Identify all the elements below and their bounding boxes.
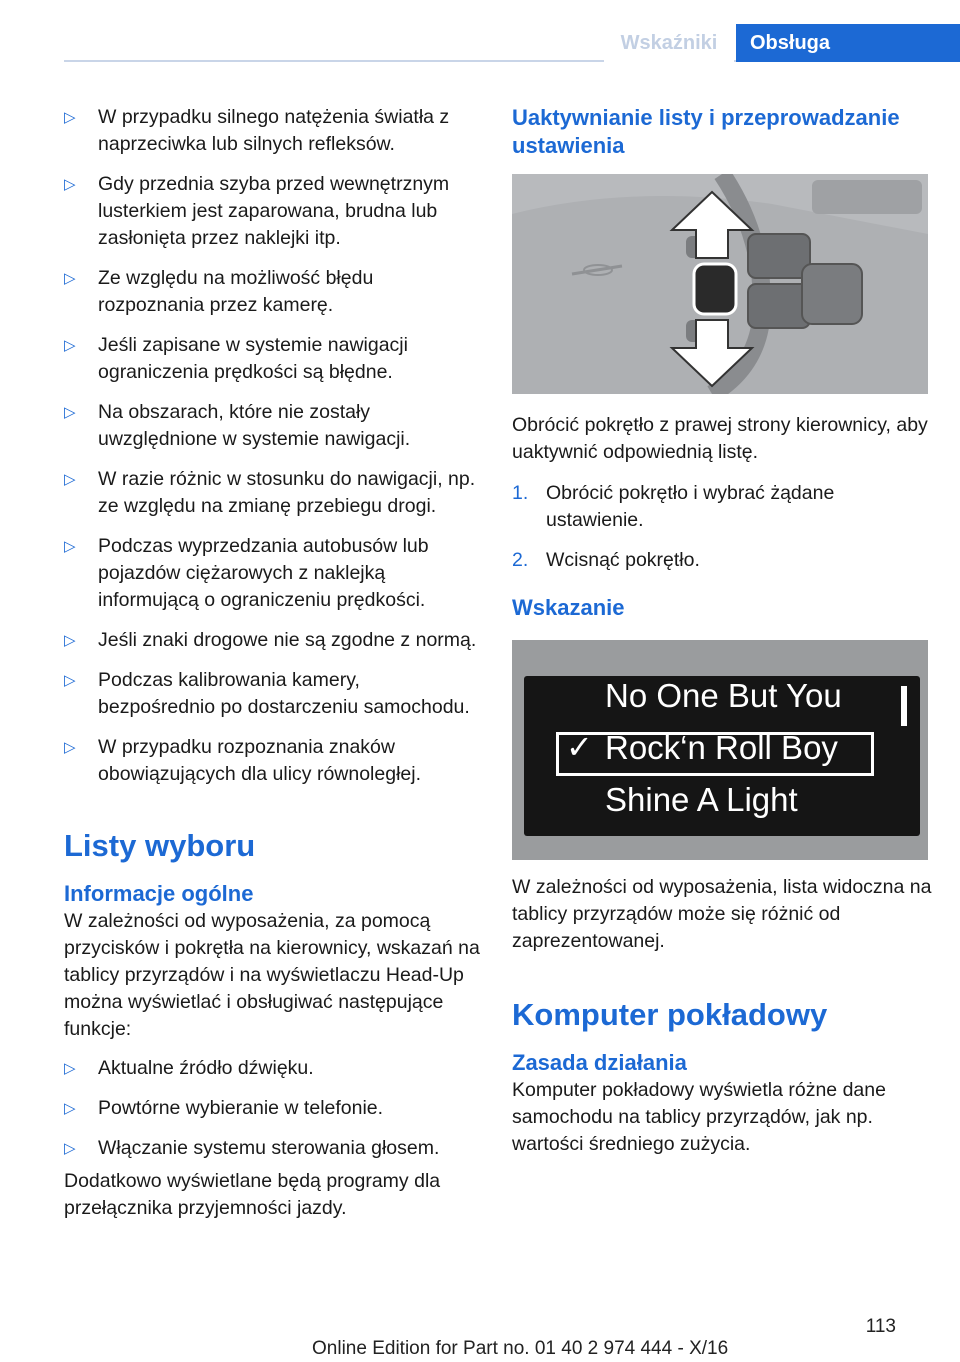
- intro-paragraph: W zależności od wyposażenia, za pomocą przycisków i pokrętła na kierownicy, wskazań na tablicy przyrządów i na wyświetlaczu Head-Up można wyświetlać i obsługiwać następujące funkcje:: [64, 910, 480, 1040]
- list-item: ▷ Na obszarach, które nie zostały uwzględnione w systemie nawigacji.: [64, 401, 411, 450]
- conditions-list: [64, 104, 482, 788]
- triangle-bullet-icon: ▷: [64, 404, 76, 421]
- subsection-title-informacje: Informacje ogólne: [64, 881, 254, 906]
- edition-info: Online Edition for Part no. 01 40 2 974 444 - X/16: [312, 1338, 729, 1359]
- subsection-title-zasada: Zasada działania: [512, 1050, 687, 1075]
- list-item: ▷ Gdy przednia szyba przed wewnętrznym lusterkiem jest zaparowana, brudna lub zasłonięta przez naklejki itp.: [64, 173, 450, 249]
- display-item-2: Rock‘n Roll Boy: [605, 729, 838, 766]
- page-number: 113: [865, 1316, 896, 1337]
- triangle-bullet-icon: ▷: [64, 270, 76, 287]
- list-item: ▷ Podczas kalibrowania kamery, bezpośrednio po dostarczeniu samochodu.: [64, 669, 470, 718]
- instrument-display-image: [512, 640, 928, 860]
- display-screen: [524, 676, 920, 836]
- display-item-1: No One But You: [605, 677, 842, 714]
- triangle-bullet-icon: ▷: [64, 337, 76, 354]
- triangle-bullet-icon: ▷: [64, 1140, 76, 1157]
- triangle-bullet-icon: ▷: [64, 1060, 76, 1077]
- triangle-bullet-icon: ▷: [64, 109, 76, 126]
- section-title-listy-wyboru: Listy wyboru: [64, 828, 256, 863]
- tab-obsluga[interactable]: Obsługa: [736, 24, 960, 62]
- display-scrollbar: [901, 686, 907, 726]
- list-item: ▷ Podczas wyprzedzania autobusów lub pojazdów ciężarowych z naklejką informującą o ograniczeniu prędkości.: [64, 535, 429, 611]
- triangle-bullet-icon: ▷: [64, 1100, 76, 1117]
- triangle-bullet-icon: ▷: [64, 672, 76, 689]
- list-item: ▷ Jeśli znaki drogowe nie są zgodne z normą.: [64, 627, 482, 654]
- computer-paragraph: Komputer pokładowy wyświetla różne dane samochodu na tablicy przyrządów, jak np. wartości średniego zużycia.: [512, 1079, 886, 1155]
- tab-wskazniki[interactable]: Wskaźniki: [604, 24, 734, 62]
- list-item: ▷ Jeśli zapisane w systemie nawigacji ograniczenia prędkości są błędne.: [64, 334, 408, 383]
- left-column: [64, 104, 482, 1222]
- triangle-bullet-icon: ▷: [64, 632, 76, 649]
- step-number: 1.: [512, 482, 529, 504]
- list-item: 2. Wcisnąć pokrętło.: [512, 547, 932, 574]
- display-note: W zależności od wyposażenia, lista widoczna na tablicy przyrządów może się różnić od zaprezentowanej.: [512, 876, 932, 952]
- subsection-title-uaktywnianie: Uaktywnianie listy i przeprowadzanie ustawienia: [512, 105, 900, 158]
- triangle-bullet-icon: ▷: [64, 176, 76, 193]
- list-item: ▷ Aktualne źródło dźwięku.: [64, 1055, 482, 1082]
- triangle-bullet-icon: ▷: [64, 471, 76, 488]
- activate-paragraph: Obrócić pokrętło z prawej strony kierownicy, aby uaktywnić odpowiednią listę.: [512, 414, 928, 463]
- list-item: ▷ W przypadku rozpoznania znaków obowiązujących dla ulicy równoległej.: [64, 736, 422, 785]
- checkmark-icon: ✓: [566, 729, 593, 765]
- list-item: 1. Obrócić pokrętło i wybrać żądane ustawienie.: [512, 482, 835, 531]
- subsection-title-wskazanie: Wskazanie: [512, 595, 625, 620]
- right-column: [512, 104, 932, 1158]
- steering-wheel-illustration: [512, 174, 928, 394]
- triangle-bullet-icon: ▷: [64, 538, 76, 555]
- list-item: ▷ Włączanie systemu sterowania głosem.: [64, 1135, 482, 1162]
- functions-list: [64, 1055, 482, 1162]
- list-item: ▷ W przypadku silnego natężenia światła z naprzeciwka lub silnych refleksów.: [64, 106, 450, 155]
- display-item-3: Shine A Light: [605, 781, 798, 818]
- list-item: ▷ Powtórne wybieranie w telefonie.: [64, 1095, 482, 1122]
- steps-list: [512, 480, 932, 574]
- step-number: 2.: [512, 549, 529, 571]
- list-item: ▷ Ze względu na możliwość błędu rozpoznania przez kamerę.: [64, 267, 374, 316]
- triangle-bullet-icon: ▷: [64, 739, 76, 756]
- steering-wheel-image: [512, 174, 928, 394]
- footer: [0, 1312, 960, 1362]
- list-item: ▷ W razie różnic w stosunku do nawigacji, np. ze względu na zmianę przebiegu drogi.: [64, 468, 476, 517]
- section-title-komputer: Komputer pokładowy: [512, 997, 828, 1032]
- closing-paragraph: Dodatkowo wyświetlane będą programy dla przełącznika przyjemności jazdy.: [64, 1170, 441, 1219]
